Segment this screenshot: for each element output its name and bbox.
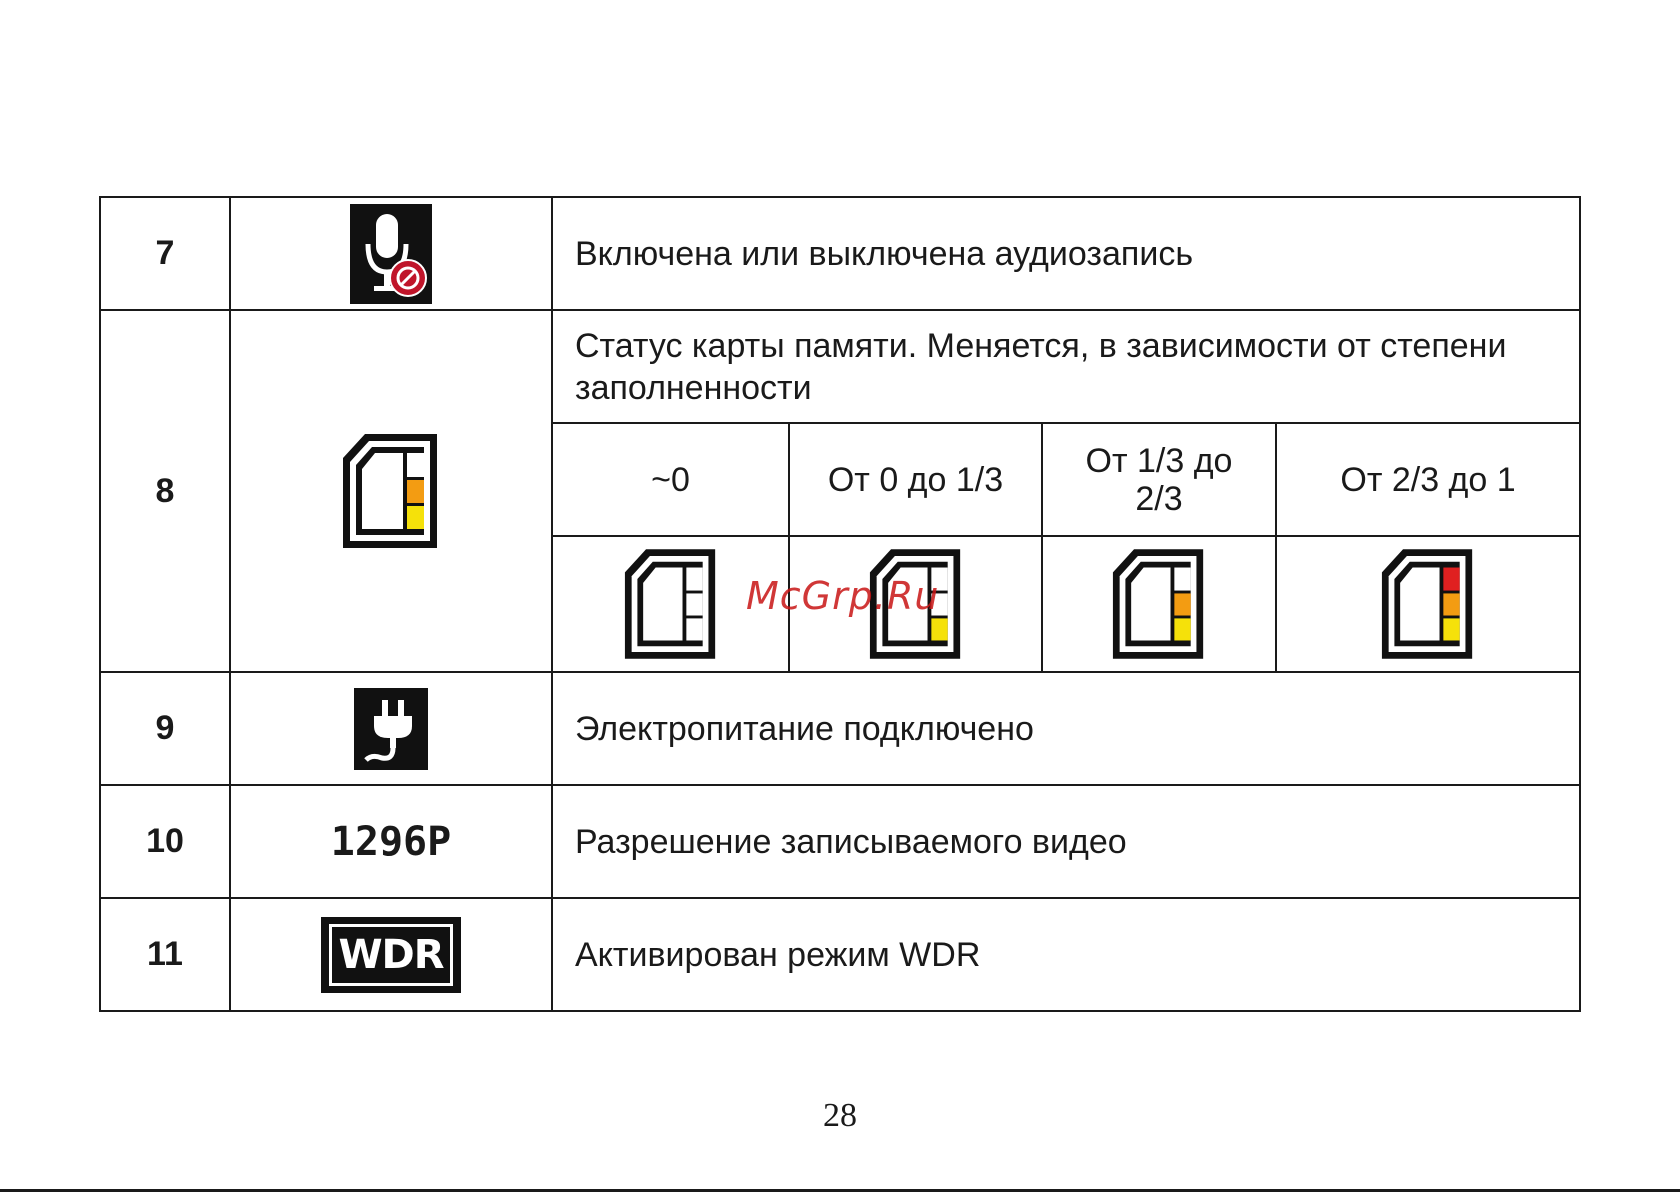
description: Включена или выключена аудиозапись xyxy=(552,197,1580,310)
row-number: 10 xyxy=(100,785,230,898)
icon-cell xyxy=(230,197,552,310)
level-label: ~0 xyxy=(552,423,789,536)
description: Статус карты памяти. Меняется, в зависимости от степени заполненности xyxy=(552,310,1580,423)
watermark: McGrp.Ru xyxy=(746,574,940,618)
row-number: 11 xyxy=(100,898,230,1011)
table-row xyxy=(100,672,1580,785)
resolution-label: 1296P xyxy=(330,818,452,865)
description: Активирован режим WDR xyxy=(552,898,1580,1011)
icon-cell xyxy=(230,310,552,672)
icon-cell xyxy=(230,672,552,785)
row-number: 9 xyxy=(100,672,230,785)
description: Электропитание подключено xyxy=(552,672,1580,785)
wdr-icon: WDR xyxy=(321,917,460,993)
level-icon-cell xyxy=(1276,536,1580,672)
memory-card-full-icon xyxy=(1380,547,1476,661)
row-number: 7 xyxy=(100,197,230,310)
icon-cell xyxy=(230,785,552,898)
memory-card-empty-icon xyxy=(623,547,719,661)
table-row xyxy=(100,898,1580,1011)
table-row xyxy=(100,310,1580,423)
level-label: От 0 до 1/3 xyxy=(789,423,1042,536)
level-label: От 2/3 до 1 xyxy=(1276,423,1580,536)
microphone-off-icon xyxy=(350,204,432,304)
level-icon-cell xyxy=(1042,536,1276,672)
power-plug-icon xyxy=(354,688,428,770)
table-row xyxy=(100,197,1580,310)
icon-cell xyxy=(230,898,552,1011)
level-label: От 1/3 до 2/3 xyxy=(1042,423,1276,536)
page-number: 28 xyxy=(823,1097,857,1134)
description: Разрешение записываемого видео xyxy=(552,785,1580,898)
row-number: 8 xyxy=(100,310,230,672)
table-row xyxy=(100,785,1580,898)
memory-card-icon xyxy=(341,432,441,550)
memory-card-mid-icon xyxy=(1111,547,1207,661)
